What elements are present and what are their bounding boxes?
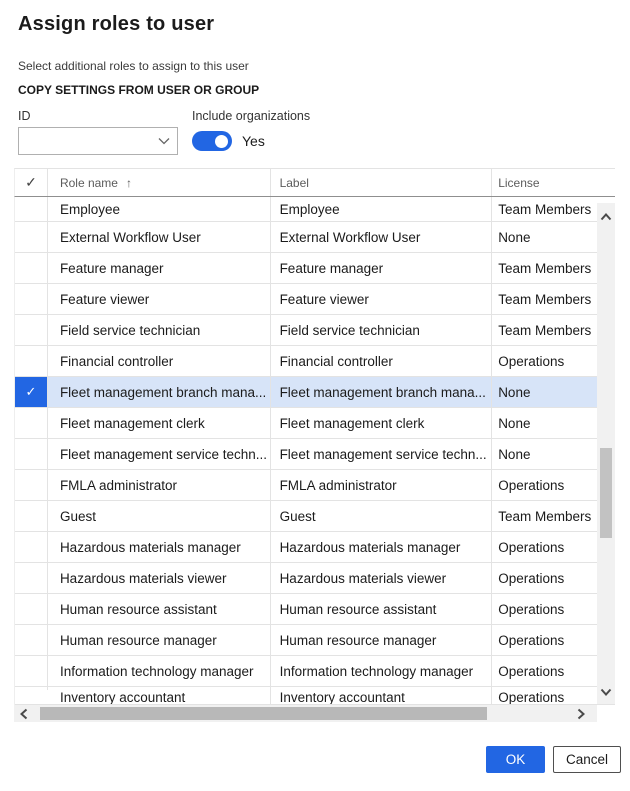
row-role-name-cell: Employee (48, 197, 271, 221)
row-label-cell: External Workflow User (271, 222, 493, 252)
row-role-name-cell: Information technology manager (48, 656, 271, 686)
row-role-name-cell: Feature manager (48, 253, 271, 283)
toggle-knob (215, 135, 228, 148)
row-role-name-cell: Fleet management clerk (48, 408, 271, 438)
id-combobox[interactable] (18, 127, 178, 155)
cancel-button[interactable]: Cancel (553, 746, 621, 773)
row-checkbox[interactable] (15, 656, 48, 686)
row-checkbox[interactable] (15, 346, 48, 376)
vertical-scrollbar-thumb[interactable] (600, 448, 612, 538)
row-label-cell: Field service technician (271, 315, 493, 345)
sort-ascending-icon: ↑ (125, 175, 132, 190)
table-row[interactable] (15, 408, 615, 439)
table-row[interactable] (15, 594, 615, 625)
row-license-cell: Team Members (498, 508, 592, 524)
horizontal-scrollbar[interactable] (14, 705, 597, 722)
scroll-down-icon[interactable] (600, 688, 612, 696)
row-license-cell: Operations (498, 539, 565, 555)
row-label-cell: Guest (271, 501, 493, 531)
row-role-name-cell: Hazardous materials manager (48, 532, 271, 562)
row-label-cell: Information technology manager (271, 656, 493, 686)
row-label-cell: FMLA administrator (271, 470, 493, 500)
row-label-cell: Fleet management clerk (271, 408, 493, 438)
table-row[interactable] (15, 439, 615, 470)
row-license-cell: Operations (498, 663, 565, 679)
row-license-cell: None (498, 446, 531, 462)
vertical-scrollbar[interactable] (597, 203, 615, 704)
row-license-cell: Team Members (498, 322, 592, 338)
row-checkbox[interactable] (15, 532, 48, 562)
row-role-name-cell: Feature viewer (48, 284, 271, 314)
row-license-cell: Team Members (498, 201, 592, 217)
row-license-cell: Operations (498, 570, 565, 586)
row-role-name-cell: Human resource manager (48, 625, 271, 655)
row-checkbox[interactable] (15, 408, 48, 438)
table-row[interactable] (15, 315, 615, 346)
row-label-cell: Feature manager (271, 253, 493, 283)
select-all-column-header[interactable] (15, 169, 48, 196)
horizontal-scrollbar-thumb[interactable] (40, 707, 487, 720)
table-row[interactable] (15, 625, 615, 656)
row-label-cell: Fleet management service techn... (271, 439, 493, 469)
row-role-name-cell: Guest (48, 501, 271, 531)
row-license-cell: Operations (498, 477, 565, 493)
table-row[interactable] (15, 501, 615, 532)
table-row[interactable] (15, 563, 615, 594)
row-label-cell: Hazardous materials viewer (271, 563, 493, 593)
row-license-cell: None (498, 384, 531, 400)
row-checkbox[interactable] (15, 687, 48, 690)
row-checkbox[interactable] (15, 470, 48, 500)
row-license-cell: Operations (498, 690, 565, 705)
row-role-name-cell: Financial controller (48, 346, 271, 376)
row-label-cell: Human resource assistant (271, 594, 493, 624)
check-icon: ✓ (25, 174, 37, 190)
row-checkbox[interactable] (15, 501, 48, 531)
table-row[interactable] (15, 253, 615, 284)
table-row[interactable] (15, 197, 615, 222)
row-license-cell: Operations (498, 632, 565, 648)
column-header-label-col[interactable] (271, 169, 493, 196)
roles-grid (14, 168, 615, 722)
row-role-name-cell: Hazardous materials viewer (48, 563, 271, 593)
row-role-name-cell: Field service technician (48, 315, 271, 345)
row-label-cell: Inventory accountant (271, 687, 493, 705)
scroll-up-icon[interactable] (600, 213, 612, 221)
scroll-left-icon[interactable] (20, 708, 28, 720)
row-checkbox[interactable] (15, 594, 48, 624)
grid-body (14, 197, 615, 705)
column-header-label: Label (279, 175, 309, 190)
row-checkbox[interactable] (15, 284, 48, 314)
row-license-cell: Team Members (498, 260, 592, 276)
row-checkbox[interactable] (15, 315, 48, 345)
row-checkbox[interactable] (15, 222, 48, 252)
row-role-name-cell: Fleet management branch mana... (48, 377, 271, 407)
table-row[interactable] (15, 346, 615, 377)
row-role-name-cell: FMLA administrator (48, 470, 271, 500)
row-checkbox[interactable] (15, 625, 48, 655)
row-role-name-cell: Fleet management service techn... (48, 439, 271, 469)
row-role-name-cell: Inventory accountant (48, 687, 271, 705)
column-header-license[interactable] (492, 169, 615, 196)
row-license-cell: Team Members (498, 291, 592, 307)
row-label-cell: Feature viewer (271, 284, 493, 314)
row-checkbox[interactable] (15, 377, 48, 407)
column-header-role-name[interactable] (48, 169, 271, 196)
row-license-cell: None (498, 415, 531, 431)
grid-header (14, 168, 615, 197)
column-header-label: Role name (59, 175, 118, 190)
row-label-cell: Hazardous materials manager (271, 532, 493, 562)
row-label-cell: Fleet management branch mana... (271, 377, 493, 407)
column-header-label: License (498, 175, 540, 190)
row-checkbox[interactable] (15, 253, 48, 283)
row-role-name-cell: External Workflow User (48, 222, 271, 252)
include-organizations-toggle[interactable] (192, 131, 232, 151)
check-icon: ✓ (25, 384, 37, 399)
row-label-cell: Human resource manager (271, 625, 493, 655)
row-role-name-cell: Human resource assistant (48, 594, 271, 624)
id-input[interactable] (25, 130, 153, 152)
copy-settings-heading: COPY SETTINGS FROM USER OR GROUP (18, 83, 260, 97)
row-checkbox[interactable] (15, 439, 48, 469)
scroll-right-icon[interactable] (577, 708, 585, 720)
dialog-subtitle: Select additional roles to assign to this user (18, 59, 249, 73)
chevron-down-icon[interactable] (158, 137, 170, 145)
ok-button[interactable]: OK (486, 746, 545, 773)
table-row[interactable] (15, 222, 615, 253)
row-checkbox[interactable] (15, 563, 48, 593)
table-row[interactable] (15, 470, 615, 501)
row-checkbox[interactable] (15, 197, 48, 221)
row-license-cell: Operations (498, 601, 565, 617)
include-organizations-label: Include organizations (192, 109, 311, 123)
page-title: Assign roles to user (18, 13, 215, 35)
row-label-cell: Employee (271, 197, 493, 221)
id-field-label: ID (18, 109, 31, 123)
row-license-cell: None (498, 229, 531, 245)
toggle-state-label: Yes (242, 133, 265, 149)
table-row[interactable] (15, 687, 615, 705)
table-row[interactable] (15, 377, 615, 408)
row-label-cell: Financial controller (271, 346, 493, 376)
table-row[interactable] (15, 284, 615, 315)
table-row[interactable] (15, 532, 615, 563)
row-license-cell: Operations (498, 353, 565, 369)
table-row[interactable] (15, 656, 615, 687)
